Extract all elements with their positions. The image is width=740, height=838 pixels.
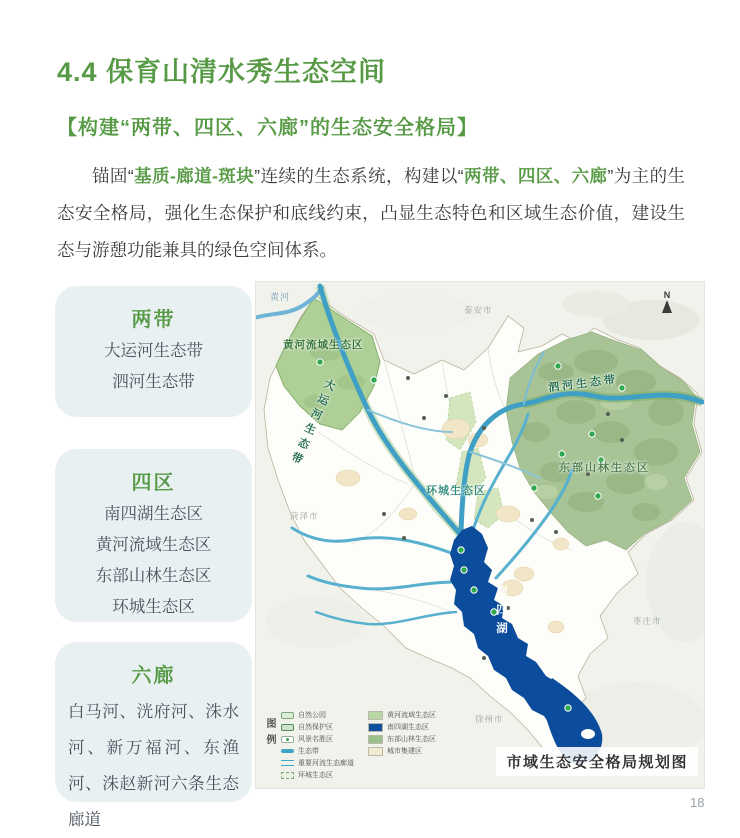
- card-title: 两带: [131, 309, 176, 331]
- nature-park-icon: [281, 712, 294, 719]
- legend-item: 重要河流生态廊道: [281, 758, 354, 768]
- card-title: 四区: [131, 472, 176, 494]
- ecology-map-panel: [255, 281, 705, 789]
- card-body-text: 白马河、洸府河、洙水河、新万福河、东渔河、洙赵新河六条生态廊道: [68, 703, 239, 829]
- legend-item: 黄河流域生态区: [368, 710, 436, 720]
- label-east-forest-zone: 东部山林生态区: [559, 462, 650, 474]
- legend-swatch: [368, 735, 383, 744]
- river-corridor-icon: [281, 760, 294, 766]
- paragraph-segment: ”为主的生态安全格局，强化生态保护和底线约束，凸显生态特色和区域生态价值，建设生态与游憩功能兼具的绿色空间体系。: [57, 166, 686, 260]
- legend-swatch: [368, 723, 383, 732]
- paragraph-highlight: 两带、四区、六廊: [463, 166, 608, 186]
- card-item: 东部山林生态区: [95, 567, 212, 585]
- legend-item: 环城生态区: [281, 770, 354, 780]
- legend-item: 自然保护区: [281, 722, 354, 732]
- legend-item: 城市集建区: [368, 746, 436, 756]
- card-six-corridors: [55, 642, 252, 829]
- section-subtitle: 【构建“两带、四区、六廊”的生态安全格局】: [57, 117, 478, 139]
- legend-left-column: [281, 710, 354, 780]
- label-sihe-belt: 泗河生态带: [547, 373, 619, 395]
- north-label: N: [663, 290, 671, 300]
- legend-item: 东部山林生态区: [368, 734, 436, 744]
- lake-hole: [581, 729, 595, 739]
- legend-item: 自然公园: [281, 710, 354, 720]
- label-city-xuzhou: 徐州市: [475, 714, 504, 724]
- card-item: 南四湖生态区: [104, 505, 203, 523]
- card-item: 大运河生态带: [104, 342, 203, 360]
- legend-item: 风景名胜区: [281, 734, 354, 744]
- card-four-zones: [55, 449, 252, 622]
- map-legend: [262, 710, 451, 780]
- paragraph-segment: 锚固“: [92, 166, 134, 186]
- card-item: 黄河流域生态区: [95, 536, 212, 554]
- legend-swatch: [368, 747, 383, 756]
- legend-item: 南四湖生态区: [368, 722, 436, 732]
- label-yellow-river: 黄河: [270, 292, 291, 302]
- scenic-area-icon: [281, 736, 294, 743]
- legend-title: 图例: [264, 718, 275, 750]
- label-yellow-river-zone: 黄河流域生态区: [283, 339, 364, 351]
- ring-city-zone-icon: [281, 772, 294, 779]
- card-two-belts: [55, 286, 252, 417]
- page-title: 4.4 保育山清水秀生态空间: [57, 57, 387, 87]
- label-nansi-lake: 南四湖: [495, 585, 507, 641]
- label-ring-city-zone: 环城生态区: [426, 485, 486, 497]
- label-city-heze: 菏泽市: [290, 511, 319, 521]
- legend-item: 生态带: [281, 746, 354, 756]
- legend-right-column: [368, 710, 436, 756]
- card-title: 六廊: [131, 665, 176, 687]
- nature-reserve-icon: [281, 724, 294, 731]
- card-item: 环城生态区: [112, 598, 195, 616]
- eco-belt-icon: [281, 749, 294, 753]
- label-grand-canal-belt: 大运河生态带: [286, 376, 337, 470]
- page-number: 18: [690, 795, 705, 810]
- label-city-zaozhuang: 枣庄市: [633, 616, 662, 626]
- paragraph-highlight: 基质-廊道-斑块: [133, 166, 255, 186]
- map-caption: 市域生态安全格局规划图: [496, 747, 698, 776]
- card-item: 泗河生态带: [112, 373, 195, 391]
- north-arrow-icon: [662, 290, 672, 313]
- label-city-taian: 泰安市: [464, 305, 493, 315]
- body-paragraph: [57, 158, 685, 269]
- legend-swatch: [368, 711, 383, 720]
- paragraph-segment: ”连续的生态系统，构建以“: [254, 166, 464, 186]
